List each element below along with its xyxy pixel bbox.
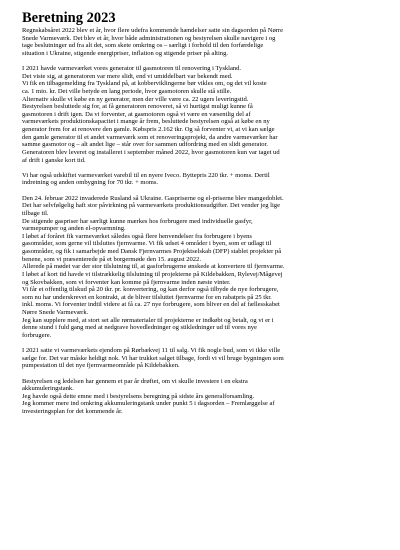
text-line: Alternativ skulle vi købe en ny generator, men der ville være ca. 22 ugers leveringstid. (22, 95, 249, 103)
paragraph (22, 378, 388, 416)
text-line: akkumuleringstank. (22, 385, 74, 393)
paragraph (22, 172, 388, 187)
text-line: varmeværkets produktionskapacitet i mange år frem, besluttede bestyrelsen også at købe en ny (22, 118, 270, 126)
text-line: Vi fik en tilbagemelding fra Tyskland på, at kobberviklingerne bør vikles om, og det vil koste (22, 80, 267, 88)
text-line: som nu har underskrevet en kontrakt, at de bliver tilsluttet fjernvarme for en rabatpris på 25 tkr. (22, 293, 272, 301)
text-line: Den 24. februar 2022 invaderede Rusland så Ukraine. Gaspriserne og el-priserne blev mangedoblet. (22, 194, 284, 202)
text-line: Jeg kan supplere med, at stort set alle rørmaterialer til projekterne er indkøbt og betalt, og vi er i (22, 316, 274, 324)
text-line: pumpestation til det nye fjernvarmeområde på Kildebakken. (22, 362, 180, 370)
text-line: Generatoren blev leveret og installeret i september måned 2022, hvor gasmotoren kun var taget ud (22, 148, 280, 156)
paragraph-gap (22, 340, 388, 348)
paragraph (22, 347, 388, 370)
text-line: De stigende gaspriser har særligt kunne mærkes hos forbrugere med individuelle gasfyr, (22, 217, 253, 225)
paragraph (22, 65, 388, 164)
text-line: den gamle generator til et andet varmeværk som et renoveringsprojekt, da andre varmeværker har (22, 133, 278, 141)
text-line: Det viste sig, at generatoren var mere slidt, end vi umiddelbart var bekendt med. (22, 72, 233, 80)
text-line: indretning og anden ombygning for 70 tkr. + moms. (22, 179, 159, 187)
text-line: denne stund i fuld gang med at nedgrave hovedledninger og stikledninger ud til vores nye (22, 324, 257, 332)
text-line: Bestyrelsen besluttede sig for, at få generatoren renoveret, så vi hurtigst muligt kunne få (22, 103, 253, 111)
text-line: situation i Ukraine, stigende energipriser, inflation og stigende priser på alting. (22, 49, 228, 57)
text-line: Bestyrelsen og ledelsen har gennem et par år drøftet, om vi skulle investere i en ekstra (22, 377, 248, 385)
paragraph (22, 195, 388, 340)
text-line: benene, som vi præsenterede på et borgermøde den 15. august 2022. (22, 255, 201, 263)
text-line: Vi får et offentlig tilskud på 20 tkr. pr. konvertering, og kan derfor også tilbyde de nye forbrugere, (22, 286, 279, 294)
text-line: Vi har også udskiftet varmeværket varebil til en nyere Iveco. Byttepris 220 tkr. + moms. Dertil (22, 171, 270, 179)
text-line: Jeg havde også dette emne med i bestyrelsens beregning på sidste års generalforsamling. (22, 392, 255, 400)
text-line: samme gasmotor og – alt andet lige – står over for sammen udfordring med en slidt generator. (22, 141, 268, 149)
text-line: tage beslutninger ud fra alt det, som skete omkring os – særligt i forhold til den forfærdelige (22, 42, 264, 50)
text-line: gasområder, som gerne vil tilsluttes fjernvarme. Vi fik udset 4 områder i byen, som er udlagt til (22, 240, 272, 248)
text-line: og Skovbakken, som vi forventer kan komme på fjernvarme inden næste vinter. (22, 278, 231, 286)
text-line: forbrugere. (22, 331, 52, 339)
document-body (22, 27, 388, 416)
text-line: I løbet af kort tid havde vi tilstrækkelig tilslutning til projekterne på Kildebakken, Rylevej/Mågevej (22, 270, 283, 278)
paragraph-gap (22, 370, 388, 378)
text-line: inkl. moms. Vi forventer indtil videre at få ca. 27 nye forbrugere, som bliver en del af fællesskabet (22, 301, 280, 309)
paragraph-gap (22, 58, 388, 66)
text-line: Jeg kommer mere ind omkring akkumuleringstank under punkt 5 i dagsorden – Fremlæggelse af (22, 400, 275, 408)
text-line: gasområder, og fik i samarbejde med Dansk Fjernvarmes Projektselskab (DFP) stablet projekter på (22, 248, 282, 256)
text-line: ca. 1 mio. kr. Det ville betyde en lang periode, hvor gasmotoren skulle stå stille. (22, 87, 232, 95)
text-line: sælge for. Det var måske heldigt nok. Vi har trukket salget tilbage, fordi vi vil bruge bygningen som (22, 354, 284, 362)
text-line: Snede Varmeværk. Det blev et år, hvor både administrationen og bestyrelsen skulle navigere i og (22, 34, 276, 42)
text-line: gasmotoren i drift igen. Da vi forventer, at gasmotoren også vi være en væsentlig del af (22, 110, 251, 118)
text-line: af drift i ganske kort tid. (22, 156, 86, 164)
text-line: Det har selvfølgelig haft stor påvirkning på varmeværkets produktionsudgifter. Det vender jeg lige (22, 202, 280, 210)
paragraph-gap (22, 187, 388, 195)
text-line: Nørre Snede Varmeværk. (22, 309, 89, 317)
text-line: investeringsplan for det kommende år. (22, 408, 123, 416)
text-line: I 2021 havde varmeværket vores generator til gasmotoren til renovering i Tyskland. (22, 65, 242, 73)
text-line: Regnskabsåret 2022 blev et år, hvor flere udefra kommende hændelser satte sin dagsorden på Nørre (22, 27, 283, 34)
text-line: varmepumper og anden el-opvarmning. (22, 225, 126, 233)
text-line: I 2021 satte vi varmeværkets ejendom på Rørbækvej 11 til salg. Vi fik nogle bud, som vi ikke ville (22, 347, 281, 355)
text-line: generator frem for at renovere den gamle. Købspris 2.162 tkr. Og så forventer vi, at vi kan sælge (22, 126, 275, 134)
text-line: tilbage til. (22, 209, 49, 217)
paragraph-gap (22, 164, 388, 172)
paragraph (22, 27, 388, 58)
text-line: Allerede på mødet var der stor tilslutning til, at gasforbrugerne ønskede at konvertere til fjernvarme. (22, 263, 285, 271)
text-line: I løbet af foråret fik varmeværket således også flere henvendelser fra forbrugere i byens (22, 232, 252, 240)
document-title: Beretning 2023 (22, 10, 116, 26)
